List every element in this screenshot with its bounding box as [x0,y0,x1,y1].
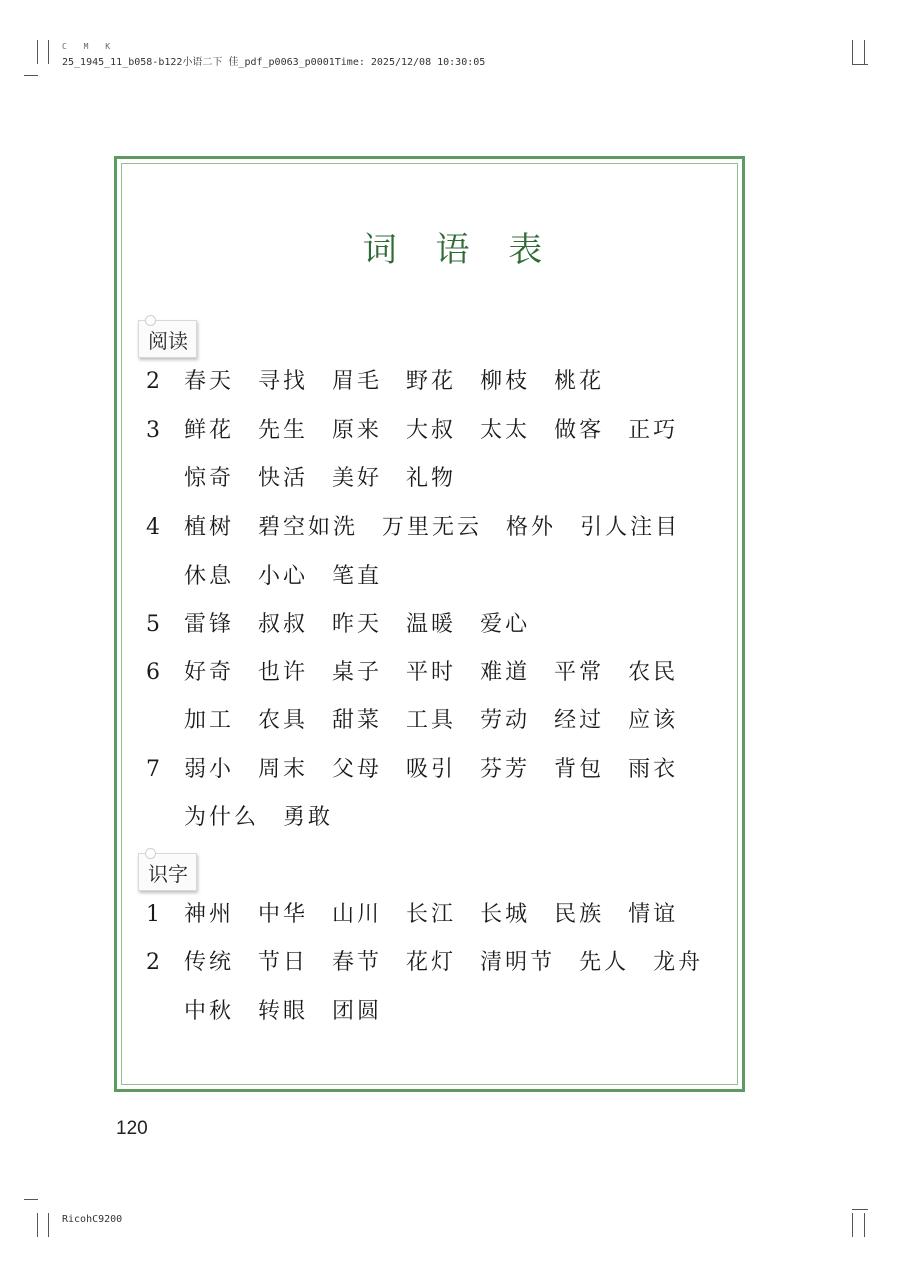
vocab-word: 桌子 [332,660,383,685]
crop-mark [852,40,853,64]
vocab-word: 惊奇 [184,466,235,491]
vocab-word: 勇敢 [283,805,334,830]
vocab-word: 中秋 [184,999,235,1024]
vocab-word: 昨天 [332,612,383,637]
vocab-word: 吸引 [406,757,457,782]
crop-mark [864,40,865,64]
vocab-word: 弱小 [184,757,235,782]
vocab-word: 周末 [258,757,309,782]
section-tag-reading: 阅读 [138,320,197,358]
vocab-word: 情谊 [628,902,679,927]
word-list [184,562,406,592]
vocab-word: 正巧 [628,418,679,443]
vocab-word: 笔直 [332,564,383,589]
vocab-word: 经过 [554,708,605,733]
lesson-number: 1 [146,902,160,927]
lesson-number: 5 [146,612,160,637]
page-number: 120 [116,1118,148,1139]
vocab-word: 为什么 [184,805,260,830]
vocab-word: 桃花 [554,369,605,394]
word-list [184,367,628,397]
lesson-number: 7 [146,757,160,782]
vocab-word: 团圆 [332,999,383,1024]
vocab-word: 雷锋 [184,612,235,637]
vocab-word: 农具 [258,708,309,733]
word-list [184,610,554,640]
vocab-word: 爱心 [480,612,531,637]
lesson-number: 2 [146,369,160,394]
vocab-word: 碧空如洗 [258,515,359,540]
vocab-word: 转眼 [258,999,309,1024]
word-list [184,513,704,543]
vocab-word: 清明节 [480,950,556,975]
crop-mark [864,1213,865,1237]
vocab-word: 春节 [332,950,383,975]
vocab-word: 先人 [579,950,630,975]
vocab-word: 甜菜 [332,708,383,733]
vocab-word: 平常 [554,660,605,685]
vocab-word: 长江 [406,902,457,927]
vocab-word: 难道 [480,660,531,685]
vocab-word: 节日 [258,950,309,975]
printer-device-mark: RicohC9200 [62,1214,123,1225]
page-title: 词 语 表 [362,230,557,270]
vocab-word: 休息 [184,564,235,589]
vocab-word: 芬芳 [480,757,531,782]
vocab-word: 加工 [184,708,235,733]
lesson-number: 2 [146,950,160,975]
vocab-word: 长城 [480,902,531,927]
crop-mark [852,1213,853,1237]
word-list [184,755,702,785]
vocab-word: 寻找 [258,369,309,394]
vocab-word: 应该 [628,708,679,733]
vocab-word: 中华 [258,902,309,927]
vocab-word: 传统 [184,950,235,975]
vocab-word: 民族 [554,902,605,927]
vocab-word: 先生 [258,418,309,443]
vocab-word: 柳枝 [480,369,531,394]
vocab-word: 温暖 [406,612,457,637]
vocab-word: 格外 [506,515,557,540]
lesson-number: 6 [146,660,160,685]
vocab-word: 也许 [258,660,309,685]
crop-mark [37,40,38,64]
vocab-word: 植树 [184,515,235,540]
vocab-word: 鲜花 [184,418,235,443]
vocab-word: 雨衣 [628,757,679,782]
vocab-word: 眉毛 [332,369,383,394]
word-list [184,706,702,736]
vocab-word: 龙舟 [653,950,704,975]
vocab-word: 春天 [184,369,235,394]
print-cmyk-mark: C M K [62,42,117,51]
vocab-word: 野花 [406,369,457,394]
vocab-word: 万里无云 [382,515,483,540]
vocab-word: 劳动 [480,708,531,733]
crop-mark [852,1209,868,1210]
vocab-word: 美好 [332,466,383,491]
vocab-word: 大叔 [406,418,457,443]
crop-mark [48,1213,49,1237]
vocab-word: 花灯 [406,950,457,975]
word-list [184,803,357,833]
vocab-word: 山川 [332,902,383,927]
crop-mark [37,1213,38,1237]
section-tag-literacy: 识字 [138,853,197,891]
vocab-word: 叔叔 [258,612,309,637]
vocab-word: 父母 [332,757,383,782]
word-list [184,900,702,930]
crop-mark [852,64,868,65]
vocab-word: 礼物 [406,466,457,491]
crop-mark [48,40,49,64]
vocab-word: 太太 [480,418,531,443]
print-job-info: 25_1945_11_b058-b122小语二下 佳_pdf_p0063_p0001Time: 2025/12/08 10:30:05 [62,57,486,68]
lesson-number: 3 [146,418,160,443]
word-list [184,416,702,446]
word-list [184,464,480,494]
vocab-word: 做客 [554,418,605,443]
word-list [184,658,702,688]
vocab-word: 背包 [554,757,605,782]
vocab-word: 农民 [628,660,679,685]
vocab-word: 平时 [406,660,457,685]
word-list [184,997,406,1027]
vocab-word: 神州 [184,902,235,927]
crop-mark [24,75,38,76]
crop-mark [24,1199,38,1200]
vocab-word: 小心 [258,564,309,589]
vocab-word: 快活 [258,466,309,491]
vocab-word: 引人注目 [580,515,681,540]
lesson-number: 4 [146,515,160,540]
word-list [184,948,727,978]
vocab-word: 好奇 [184,660,235,685]
vocab-word: 工具 [406,708,457,733]
vocab-word: 原来 [332,418,383,443]
